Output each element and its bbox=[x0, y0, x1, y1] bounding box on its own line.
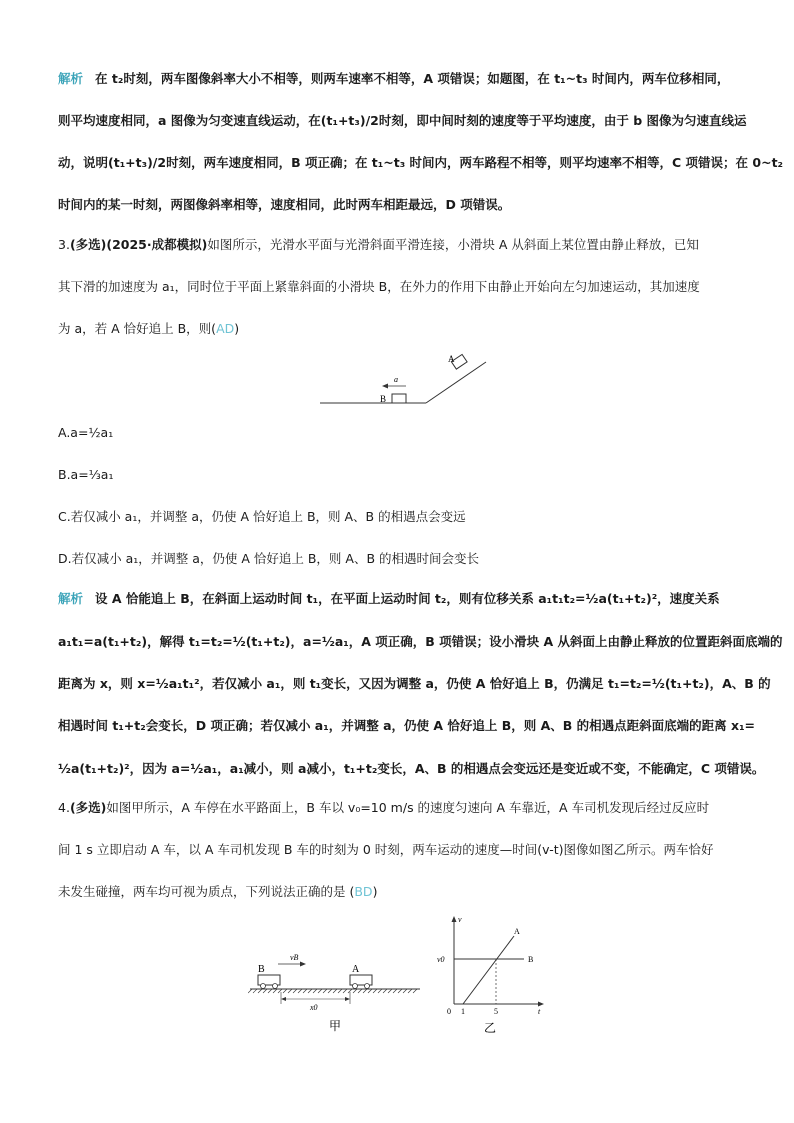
distance-label: x0 bbox=[310, 1003, 318, 1012]
ground-hatch bbox=[258, 989, 262, 993]
analysis-tag: 解析 bbox=[58, 71, 84, 86]
line-b-label: B bbox=[528, 955, 534, 964]
ground-hatch bbox=[353, 989, 357, 993]
ground-hatch bbox=[313, 989, 317, 993]
analysis-tag: 解析 bbox=[58, 591, 84, 606]
ground-hatch bbox=[358, 989, 362, 993]
question-source: (2025·成都模拟) bbox=[106, 237, 208, 252]
ground-hatch bbox=[278, 989, 282, 993]
ground-hatch bbox=[388, 989, 392, 993]
block-b bbox=[392, 394, 406, 403]
block-b-label: B bbox=[380, 394, 387, 404]
q4-stem-line-2: 间 1 s 立即启动 A 车，以 A 车司机发现 B 车的时刻为 0 时刻，两车运动的速度—时间(v-t)图像如图乙所示。两车恰好 bbox=[58, 842, 714, 857]
ground-hatch bbox=[363, 989, 367, 993]
ground-hatch bbox=[333, 989, 337, 993]
q2-analysis-line-2: 则平均速度相同，a 图像为匀变速直线运动，在(t₁+t₃)/2时刻，即中间时刻的速度等于平均速度，由于 b 图像为匀速直线运 bbox=[58, 113, 747, 128]
caption-yi: 乙 bbox=[483, 1021, 497, 1035]
q4-figure-jia bbox=[248, 948, 424, 1034]
velocity-label: vB bbox=[290, 953, 299, 962]
q3-analysis-line-3: 距离为 x，则 x=½a₁t₁²，若仅减小 a₁，则 t₁变长，又因为调整 a，仍使 A 恰好追上 B，仍满足 t₁=t₂=½(t₁+t₂)，A、B 的 bbox=[58, 676, 771, 691]
q3-stem-line-3: 为 a，若 A 恰好追上 B，则(AD) bbox=[58, 321, 240, 336]
q3-incline-figure bbox=[318, 350, 488, 410]
question-type: (多选) bbox=[69, 237, 107, 252]
q3-analysis-line-1: 解析 设 A 恰能追上 B，在斜面上运动时间 t₁，在平面上运动时间 t₂，则有位移关系 a₁t₁t₂=½a(t₁+t₂)²，速度关系 bbox=[58, 591, 720, 606]
ground-hatch bbox=[343, 989, 347, 993]
ground-hatch bbox=[293, 989, 297, 993]
tick-1: 1 bbox=[461, 1007, 465, 1016]
line-a-label: A bbox=[514, 927, 520, 936]
ground-hatch bbox=[253, 989, 257, 993]
question-number: 4. bbox=[58, 800, 70, 815]
option-c: C.若仅减小 a₁，并调整 a，仍使 A 恰好追上 B，则 A、B 的相遇点会变远 bbox=[58, 509, 466, 524]
car-b-label: B bbox=[258, 964, 265, 975]
ground-hatch bbox=[283, 989, 287, 993]
option-b: B.a=⅓a₁ bbox=[58, 467, 114, 482]
q3-analysis-line-2: a₁t₁=a(t₁+t₂)，解得 t₁=t₂=½(t₁+t₂)，a=½a₁，A 项正确，B 项错误；设小滑块 A 从斜面上由静止释放的位置距斜面底端的 bbox=[58, 634, 783, 649]
option-a: A.a=½a₁ bbox=[58, 425, 114, 440]
q2-analysis-line-3: 动，说明(t₁+t₃)/2时刻，两车速度相同，B 项正确；在 t₁~t₃ 时间内，两车路程不相等，则平均速率不相等，C 项错误；在 0~t₂ bbox=[58, 155, 784, 170]
car-b bbox=[258, 975, 280, 985]
ground-hatch bbox=[383, 989, 387, 993]
q3-stem-line-1: 3.(多选)(2025·成都模拟)如图所示，光滑水平面与光滑斜面平滑连接，小滑块 A 从斜面上某位置由静止释放，已知 bbox=[58, 237, 699, 252]
q2-analysis-line-4: 时间内的某一时刻，两图像斜率相等，速度相同，此时两车相距最远，D 项错误。 bbox=[58, 197, 511, 212]
ground-hatch bbox=[303, 989, 307, 993]
q4-figure-yi bbox=[432, 912, 552, 1036]
ground-hatch bbox=[408, 989, 412, 993]
ground-hatch bbox=[393, 989, 397, 993]
option-d: D.若仅减小 a₁，并调整 a，仍使 A 恰好追上 B，则 A、B 的相遇时间会变长 bbox=[58, 551, 479, 566]
ground-hatch bbox=[273, 989, 277, 993]
ground-hatch bbox=[338, 989, 342, 993]
car-a-label: A bbox=[352, 964, 360, 975]
q3-analysis-line-4: 相遇时间 t₁+t₂会变长，D 项正确；若仅减小 a₁，并调整 a，仍使 A 恰好追上 B，则 A、B 的相遇点距斜面底端的距离 x₁= bbox=[58, 718, 756, 733]
ground-hatch bbox=[263, 989, 267, 993]
tick-0: 0 bbox=[447, 1007, 451, 1016]
q2-analysis-line-1: 解析 在 t₂时刻，两车图像斜率大小不相等，则两车速率不相等，A 项错误；如题图，在 t₁~t₃ 时间内，两车位移相同， bbox=[58, 71, 730, 86]
ground-hatch bbox=[323, 989, 327, 993]
q4-stem-line-1: 4.(多选)如图甲所示，A 车停在水平路面上，B 车以 v₀=10 m/s 的速度匀速向 A 车靠近，A 车司机发现后经过反应时 bbox=[58, 800, 710, 815]
caption-jia: 甲 bbox=[328, 1019, 342, 1033]
ground-hatch bbox=[403, 989, 407, 993]
axis-v-label: v bbox=[458, 915, 462, 924]
tick-5: 5 bbox=[494, 1007, 498, 1016]
ground-hatch bbox=[368, 989, 372, 993]
arrow-label-a: a bbox=[394, 375, 398, 384]
ground-hatch bbox=[268, 989, 272, 993]
answer-key: BD bbox=[354, 884, 373, 899]
car-a bbox=[350, 975, 372, 985]
v0-label: v0 bbox=[437, 955, 445, 964]
ground-hatch bbox=[373, 989, 377, 993]
question-type: (多选) bbox=[69, 800, 107, 815]
ground-hatch bbox=[328, 989, 332, 993]
ground-hatch bbox=[248, 989, 252, 993]
ground-hatch bbox=[378, 989, 382, 993]
ground-hatch bbox=[318, 989, 322, 993]
ground-hatch bbox=[398, 989, 402, 993]
ground-hatch bbox=[413, 989, 417, 993]
answer-key: AD bbox=[216, 321, 235, 336]
question-number: 3. bbox=[58, 237, 70, 252]
q4-stem-line-3: 未发生碰撞，两车均可视为质点，下列说法正确的是 (BD) bbox=[58, 884, 378, 899]
q3-stem-line-2: 其下滑的加速度为 a₁，同时位于平面上紧靠斜面的小滑块 B，在外力的作用下由静止开始向左匀加速运动，其加速度 bbox=[58, 279, 700, 294]
ground-hatch bbox=[288, 989, 292, 993]
block-a-label: A bbox=[448, 354, 455, 364]
axis-t-label: t bbox=[538, 1007, 541, 1016]
ground-hatch bbox=[298, 989, 302, 993]
q3-analysis-line-5: ½a(t₁+t₂)²，因为 a=½a₁，a₁减小，则 a减小，t₁+t₂变长，A、B 的相遇点会变远还是变近或不变，不能确定，C 项错误。 bbox=[58, 761, 765, 776]
ground-hatch bbox=[308, 989, 312, 993]
